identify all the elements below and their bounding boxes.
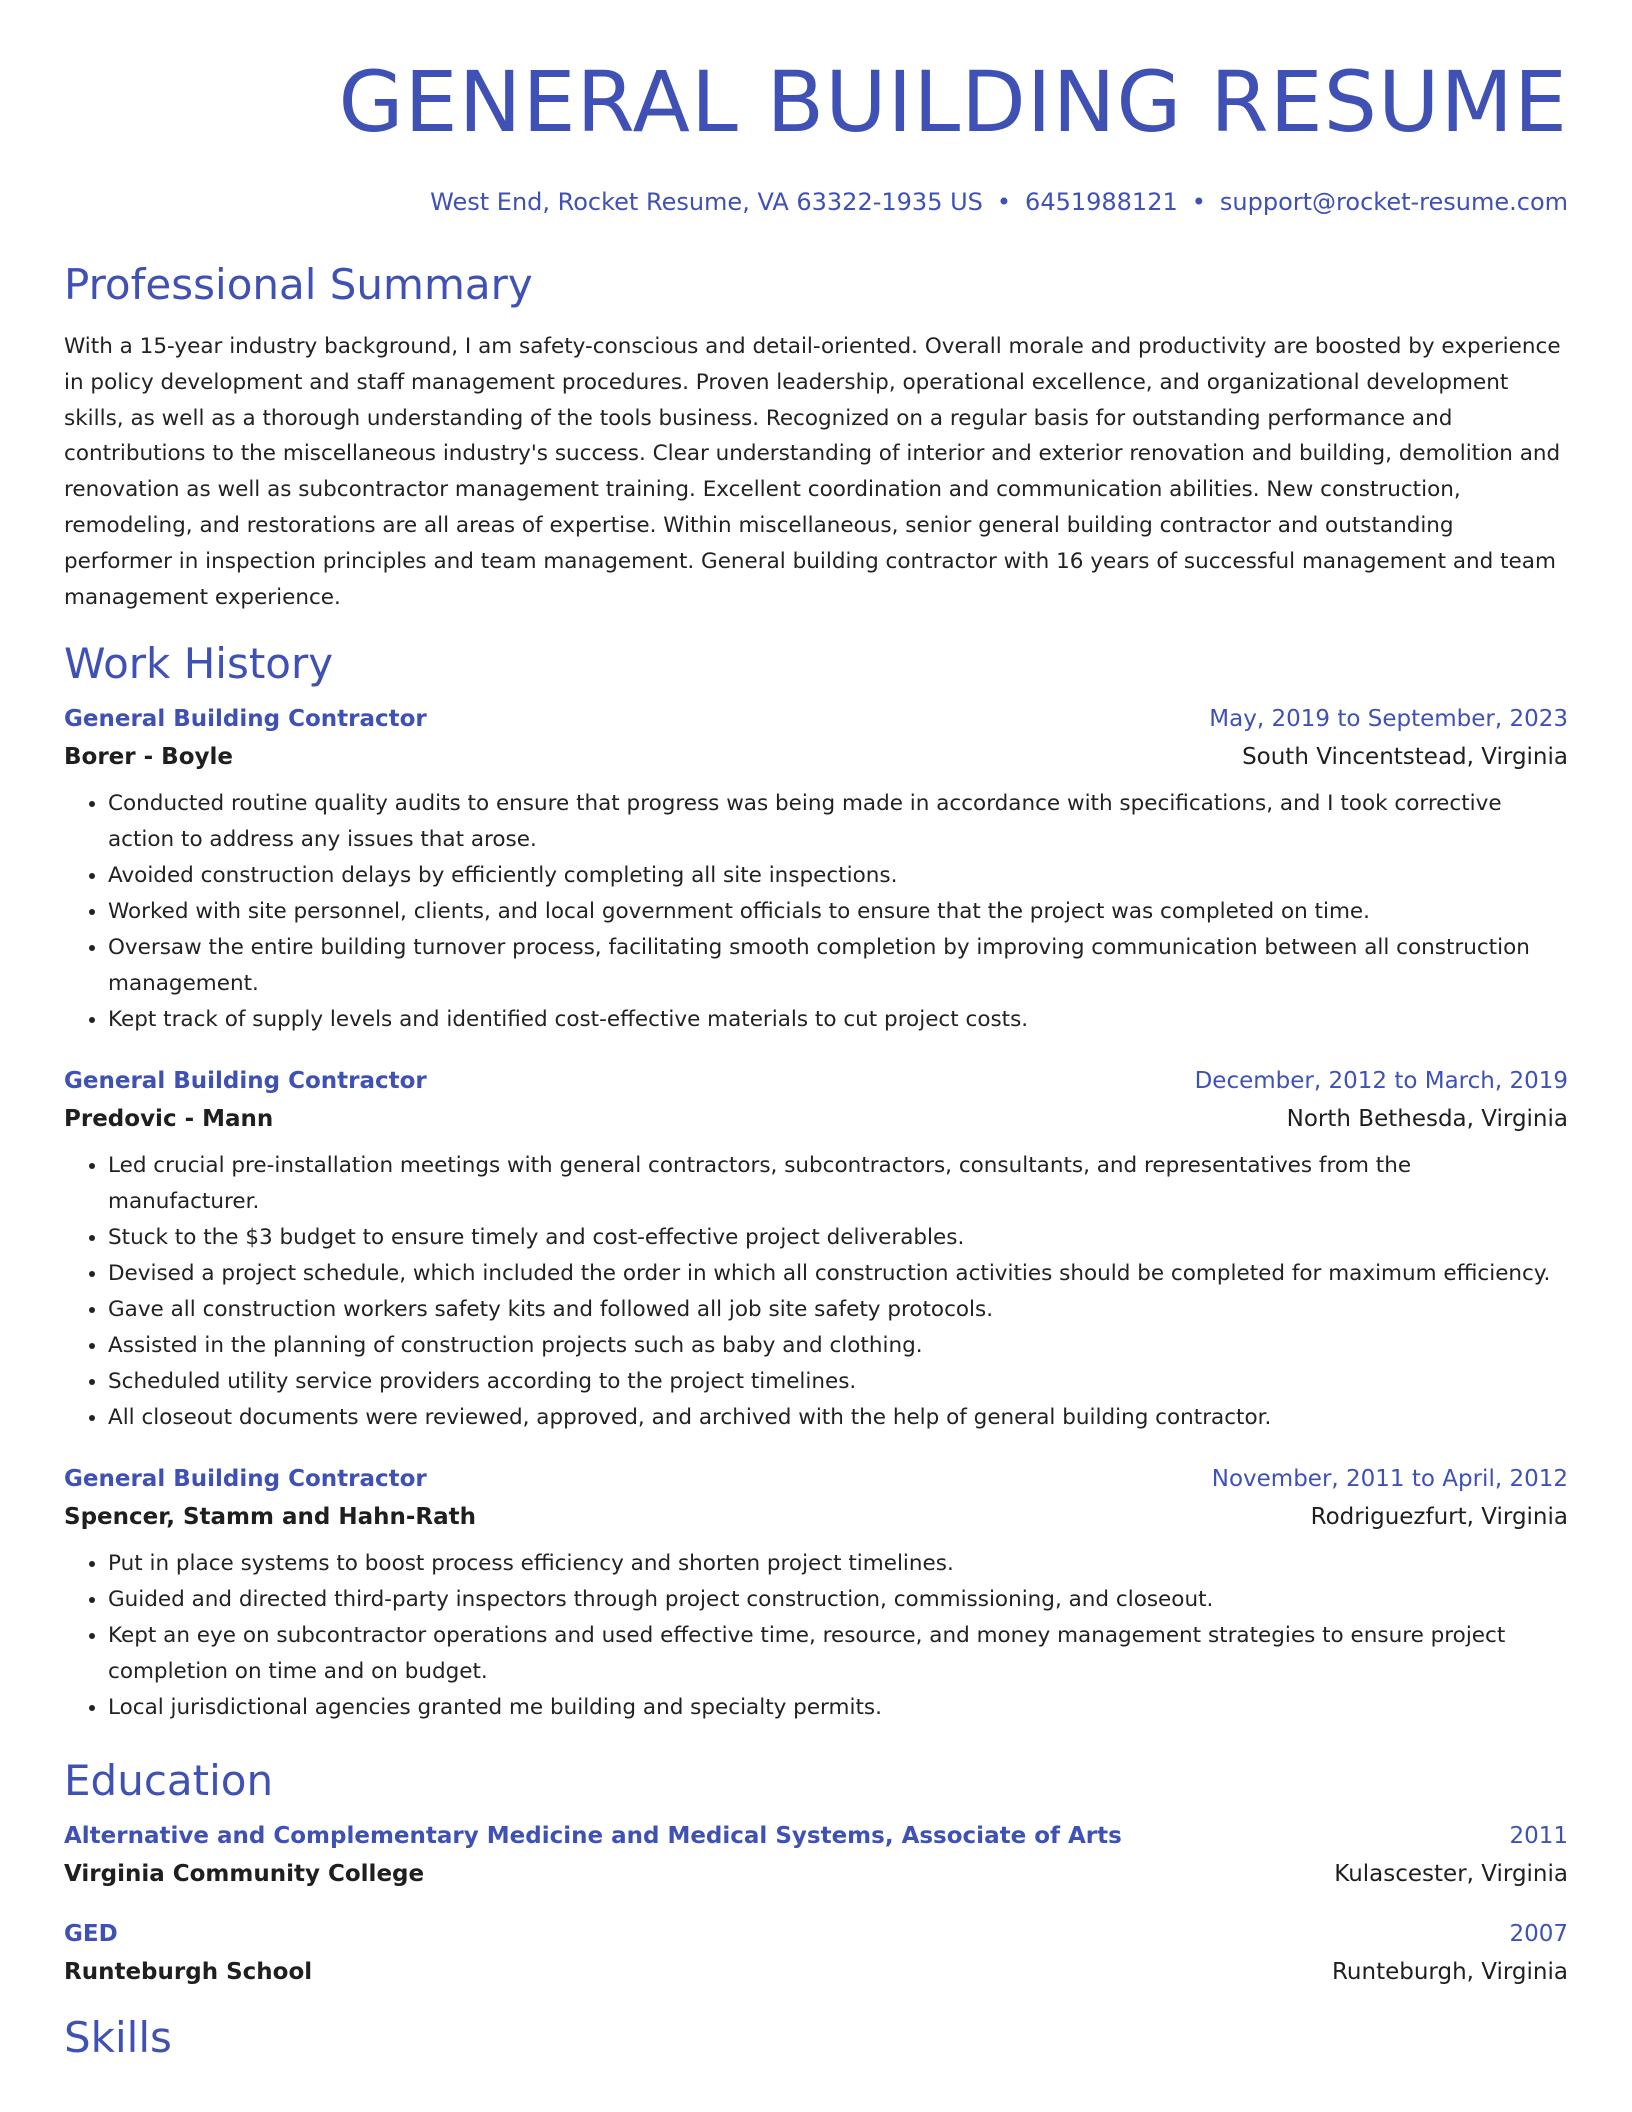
job-bullets [64, 1546, 1568, 1726]
job-bullet: • Put in place systems to boost process efficiency and shorten project timelines. [108, 1546, 1568, 1582]
job-bullets [64, 786, 1568, 1038]
job-bullet: • Guided and directed third-party inspectors through project construction, commissioning, and closeout. [108, 1582, 1568, 1618]
education-entry [64, 1823, 1568, 1887]
job-bullet: • Devised a project schedule, which included the order in which all construction activities should be completed for maximum efficiency. [108, 1256, 1568, 1292]
job-role: General Building Contractor [64, 1068, 427, 1095]
resume-header [64, 0, 1568, 216]
education-school: Virginia Community College [64, 1861, 425, 1888]
contact-email: support@rocket-resume.com [1219, 188, 1568, 216]
contact-phone: 6451988121 [1025, 188, 1178, 216]
education-year: 2011 [1509, 1823, 1568, 1850]
job-bullet: • Local jurisdictional agencies granted me building and specialty permits. [108, 1690, 1568, 1726]
job-location: Rodriguezfurt, Virginia [1310, 1504, 1568, 1531]
job-bullet: • Scheduled utility service providers according to the project timelines. [108, 1364, 1568, 1400]
job-bullet: • Assisted in the planning of construction projects such as baby and clothing. [108, 1328, 1568, 1364]
job-entry [64, 1068, 1568, 1436]
education-degree: Alternative and Complementary Medicine and Medical Systems, Associate of Arts [64, 1823, 1122, 1850]
job-bullet: • Conducted routine quality audits to ensure that progress was being made in accordance with specifications, and I took corrective action to address any issues that arose. [108, 786, 1568, 858]
education-school: Runteburgh School [64, 1959, 313, 1986]
contact-separator: • [1191, 188, 1206, 216]
education-location: Runteburgh, Virginia [1331, 1959, 1568, 1986]
job-role: General Building Contractor [64, 706, 427, 733]
job-company: Borer - Boyle [64, 744, 233, 771]
job-bullet: • Worked with site personnel, clients, and local government officials to ensure that the project was completed on time. [108, 894, 1568, 930]
job-company: Spencer, Stamm and Hahn-Rath [64, 1504, 476, 1531]
education-heading: Education [64, 1756, 274, 1806]
job-location: North Bethesda, Virginia [1286, 1106, 1568, 1133]
education-degree: GED [64, 1921, 118, 1948]
job-dates: November, 2011 to April, 2012 [1211, 1466, 1568, 1493]
summary-heading: Professional Summary [64, 260, 533, 309]
education-entry [64, 1921, 1568, 1985]
skills-heading: Skills [64, 2013, 172, 2063]
job-company: Predovic - Mann [64, 1106, 274, 1133]
job-role: General Building Contractor [64, 1466, 427, 1493]
job-bullet: • Kept an eye on subcontractor operations and used effective time, resource, and money management strategies to ensure project completion on time and on budget. [108, 1618, 1568, 1690]
education-location: Kulascester, Virginia [1334, 1861, 1568, 1888]
contact-line [64, 188, 1568, 216]
summary-text: With a 15-year industry background, I am safety-conscious and detail-oriented. Overall morale and productivity are boosted by experience in policy development and staff management procedures. Proven leadership, operational excellence, and organizational development skills, as well as a thorough understanding of the tools business. Recognized on a regular basis for outstanding performance and contributions to the miscellaneous industry's success. Clear understanding of interior and exterior renovation and building, demolition and renovation as well as subcontractor management training. Excellent coordination and communication abilities. New construction, remodeling, and restorations are all areas of expertise. Within miscellaneous, senior general building contractor and outstanding performer in inspection principles and team management. General building contractor with 16 years of successful management and team management experience. [64, 334, 1561, 610]
job-bullet: • Gave all construction workers safety kits and followed all job site safety protocols. [108, 1292, 1568, 1328]
job-dates: December, 2012 to March, 2019 [1194, 1068, 1568, 1095]
education-year: 2007 [1509, 1921, 1568, 1948]
contact-separator: • [996, 188, 1012, 216]
job-bullet: • Avoided construction delays by efficiently completing all site inspections. [108, 858, 1568, 894]
contact-address: West End, Rocket Resume, VA 63322-1935 US [430, 188, 983, 216]
job-bullet: • All closeout documents were reviewed, approved, and archived with the help of general building contractor. [108, 1400, 1568, 1436]
job-bullets [64, 1148, 1568, 1436]
job-bullet: • Stuck to the $3 budget to ensure timely and cost-effective project deliverables. [108, 1220, 1568, 1256]
work-history-heading: Work History [64, 639, 334, 689]
resume-title: GENERAL BUILDING RESUME [338, 53, 1568, 151]
job-bullet: • Oversaw the entire building turnover process, facilitating smooth completion by improving communication between all construction management. [108, 930, 1568, 1002]
job-entry [64, 1466, 1568, 1726]
job-bullet: • Led crucial pre-installation meetings with general contractors, subcontractors, consultants, and representatives from the manufacturer. [108, 1148, 1568, 1220]
job-dates: May, 2019 to September, 2023 [1209, 706, 1568, 733]
job-entry [64, 706, 1568, 1038]
job-location: South Vincentstead, Virginia [1242, 744, 1568, 771]
job-bullet: • Kept track of supply levels and identified cost-effective materials to cut project costs. [108, 1002, 1568, 1038]
